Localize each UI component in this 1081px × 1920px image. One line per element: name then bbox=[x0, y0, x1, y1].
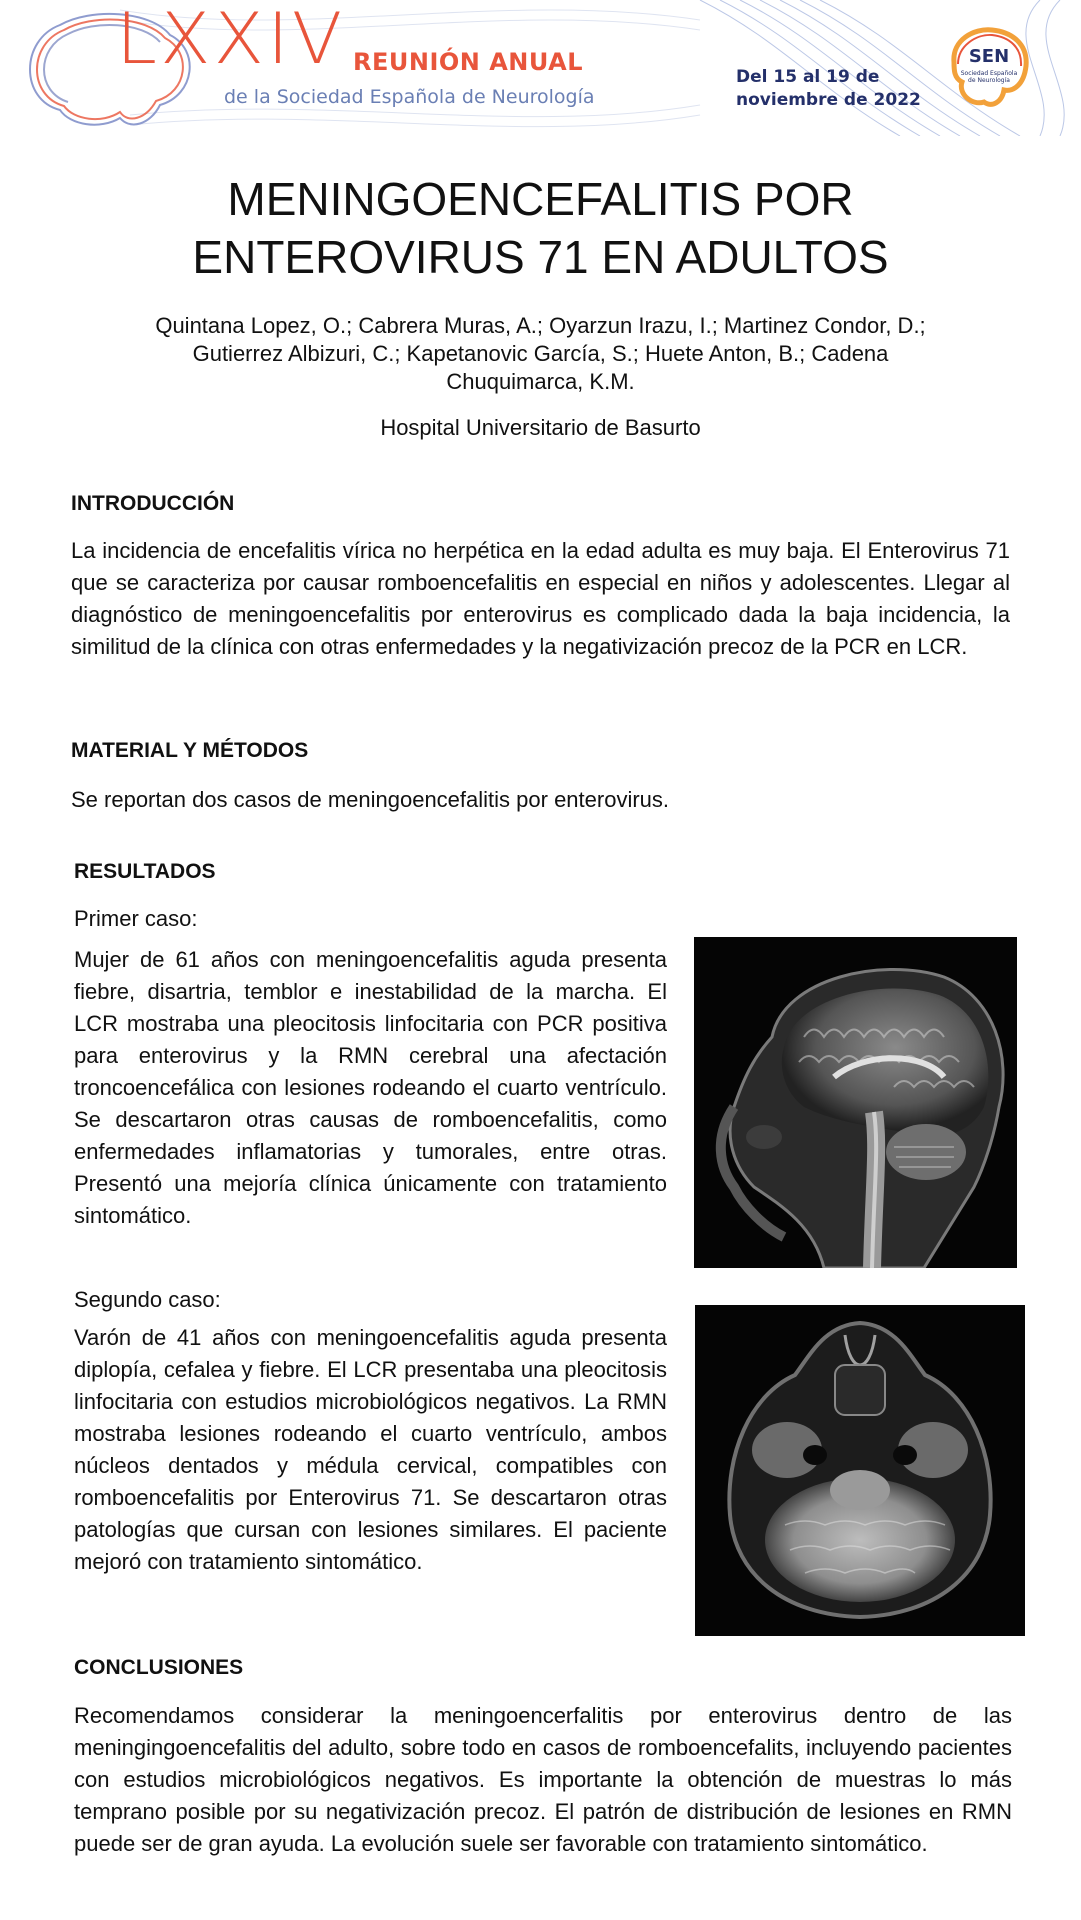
dates-line-2: noviembre de 2022 bbox=[736, 90, 921, 110]
sen-logo-title: SEN bbox=[968, 46, 1010, 67]
case1-label: Primer caso: bbox=[74, 906, 198, 931]
affiliation: Hospital Universitario de Basurto bbox=[380, 415, 701, 440]
sen-logo-subtitle: Sociedad Española de Neurología bbox=[960, 70, 1018, 84]
results-heading: RESULTADOS bbox=[74, 860, 216, 883]
intro-text: La incidencia de encefalitis vírica no herpética en la edad adulta es muy baja. El Enterovirus 71 que se caracteriza por causar romboencefalitis en especial en niños y adolescentes. Llegar al diagnóstico de meningoencefalitis por enterovirus es complicado dada la baja incidencia, la similitud de la clínica con otras enfermedades y la negativización precoz de la PCR en LCR. bbox=[71, 538, 1010, 659]
methods-heading: MATERIAL Y MÉTODOS bbox=[71, 739, 309, 762]
conclusions-text: Recomendamos considerar la meningoencerfalitis por enterovirus dentro de las meningingoencefalitis del adulto, sobre todo en casos de romboencefalits, incluyendo pacientes con estudios microbiológicos negativos. Es importante la obtención de muestras lo más temprano posible por su negativización precoz. El patrón de distribución de lesiones en RMN puede ser de gran ayuda. La evolución suele ser favorable con tratamiento sintomático. bbox=[74, 1703, 1012, 1856]
mri-sagittal-graphic bbox=[694, 937, 1017, 1268]
case2-label: Segundo caso: bbox=[74, 1287, 221, 1312]
event-dates bbox=[736, 66, 921, 112]
poster-title: MENINGOENCEFALITIS POR ENTEROVIRUS 71 EN ADULTOS bbox=[192, 173, 889, 283]
author-list: Quintana Lopez, O.; Cabrera Muras, A.; Oyarzun Irazu, I.; Martinez Condor, D.; Gutierrez Albizuri, C.; Kapetanovic García, S.; Huete Anton, B.; Cadena Chuquimarca, K.M. bbox=[155, 313, 926, 394]
sen-logo bbox=[944, 22, 1034, 112]
sen-logo-icon bbox=[944, 22, 1034, 112]
mri-axial-image bbox=[695, 1305, 1025, 1636]
intro-heading: INTRODUCCIÓN bbox=[71, 492, 235, 515]
methods-text: Se reportan dos casos de meningoencefalitis por enterovirus. bbox=[71, 787, 670, 812]
conclusions-heading: CONCLUSIONES bbox=[74, 1656, 244, 1679]
edition-number: LXXIV bbox=[116, 0, 346, 80]
society-name: de la Sociedad Española de Neurología bbox=[224, 86, 595, 108]
mri-sagittal-image bbox=[694, 937, 1017, 1268]
mri-axial-graphic bbox=[695, 1305, 1025, 1636]
dates-line-1: Del 15 al 19 de bbox=[736, 67, 880, 87]
case1-text: Mujer de 61 años con meningoencefalitis aguda presenta fiebre, disartria, temblor e inestabilidad de la marcha. El LCR mostraba una pleocitosis linfocitaria con PCR positiva para enterovirus y la RMN cerebral una afectación troncoencefálica con lesiones rodeando el cuarto ventrículo. Se descartaron otras causas de romboencefalitis, como enfermedades inflamatorias y tumorales, entre otras. Presentó una mejoría clínica únicamente con tratamiento sintomático. bbox=[74, 947, 667, 1228]
case2-text: Varón de 41 años con meningoencefalitis aguda presenta diplopía, cefalea y fiebre. El LCR presentaba una pleocitosis linfocitaria con estudios microbiológicos negativos. La RMN mostraba lesiones rodeando el cuarto ventrículo, ambos núcleos dentados y médula cervical, compatibles con romboencefalitis por Enterovirus 71. Se descartaron otras patologías que cursan con lesiones similares. El paciente mejoró con tratamiento sintomático. bbox=[74, 1325, 667, 1574]
header-banner bbox=[0, 0, 1081, 136]
event-name: REUNIÓN ANUAL bbox=[353, 48, 583, 76]
